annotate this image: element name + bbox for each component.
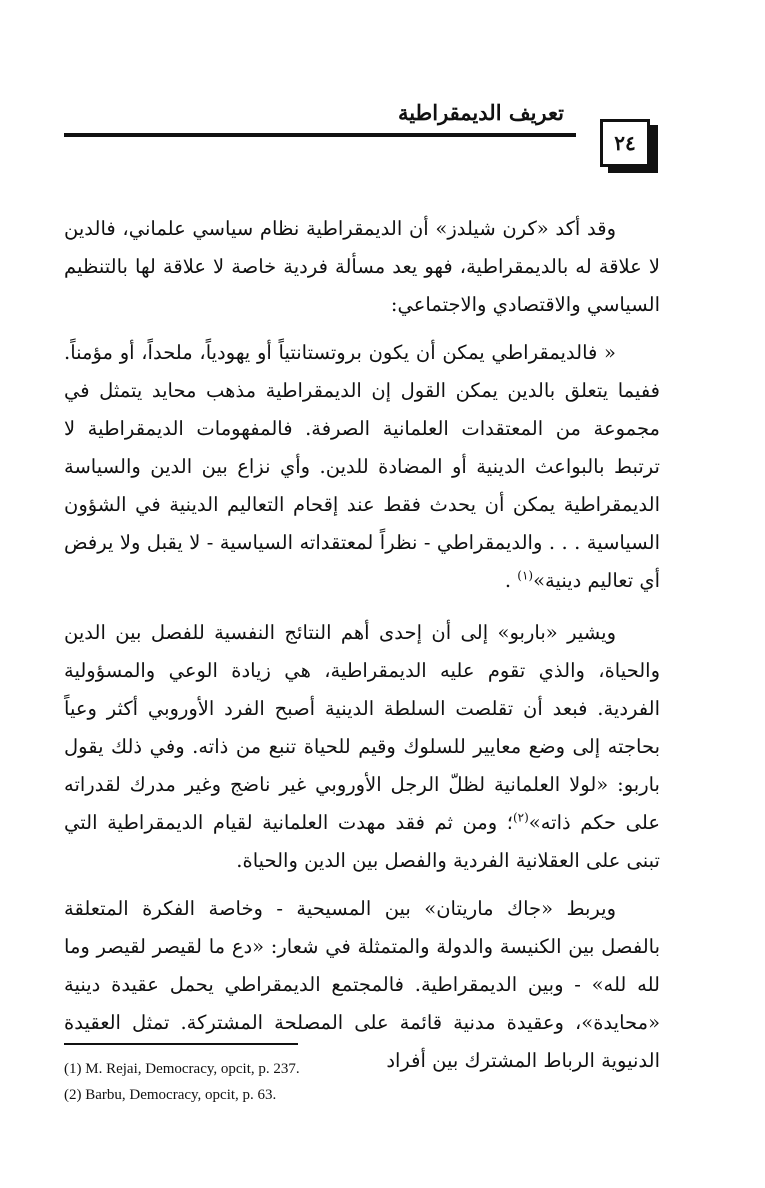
paragraph-2-text: « فالديمقراطي يمكن أن يكون بروتستانتياً أو يهودياً، ملحداً، أو مؤمناً. ففيما يتعلق بالدين يمكن القول إن الديمقراطية مذهب محايد يتمثل في مجموعة من المعتقدات العلمانية الصرفة. فالمفهومات الديمقراطية لا ترتبط بالبواعث الدينية أو المضادة للدين. وأي نزاع بين الدين والسياسة الديمقراطية يمكن أن يحدث فقط عند إقحام التعاليم الدينية في الشؤون السياسية . . . والديمقراطي - نظراً لمعتقداته السياسية - لا يقبل ولا يرفض أي تعاليم دينية» (64, 341, 660, 592)
paragraph-3-text: ويشير «باربو» إلى أن إحدى أهم النتائج النفسية للفصل بين الدين والحياة، والذي تقوم عليه الديمقراطية، هي زيادة الوعي والمسؤولية الفردية. فبعد أن تقلصت السلطة الدينية أصبح الفرد الأوروبي أكثر وعياً بحاجته إلى وضع معايير للسلوك وقيم للحياة تنبع من ذاته. وفي ذلك يقول باربو: «لولا العلمانية لظلّ الرجل الأوروبي غير ناضج وغير مدرك لقدراته على حكم ذاته» (64, 621, 660, 834)
footnote-rule (64, 1043, 298, 1045)
paragraph-1 (64, 210, 660, 324)
page-number: ٢٤ (600, 119, 650, 167)
paragraph-1-text: وقد أكد «كرن شيلدز» أن الديمقراطية نظام سياسي علماني، فالدين لا علاقة له بالديمقراطية، فهو يعد مسألة فردية خاصة لا علاقة لها بالتنظيم السياسي والاقتصادي والاجتماعي: (64, 217, 660, 316)
footnote-2: (2) Barbu, Democracy, opcit, p. 63. (64, 1087, 277, 1103)
header-rule (64, 133, 576, 137)
footnote-mark-1: (١) (517, 568, 534, 583)
paragraph-3-continuation: ؛ ومن ثم فقد مهدت العلمانية لقيام الديمقراطية التي تبنى على العقلانية الفردية والفصل بين الدين والحياة. (64, 811, 660, 872)
paragraph-4-text: ويربط «جاك ماريتان» بين المسيحية - وخاصة الفكرة المتعلقة بالفصل بين الكنيسة والدولة والمتمثلة في شعار: «دع ما لقيصر لقيصر وما لله لله» - وبين الديمقراطية. فالمجتمع الديمقراطي يحمل عقيدة دينية «محايدة»، وعقيدة مدنية قائمة على المصلحة المشتركة. تمثل العقيدة الدنيوية الرباط المشترك بين أفراد (64, 897, 660, 1072)
footnotes (64, 1056, 664, 1108)
footnote-1: (1) M. Rejai, Democracy, opcit, p. 237. (64, 1061, 300, 1077)
paragraph-2-quote: « فالديمقراطي يمكن أن يكون بروتستانتياً أو يهودياً، ملحداً، أو مؤمناً. ففيما يتعلق بالدين يمكن القول إن الديمقراطية مذهب محايد يتمثل في مجموعة من المعتقدات العلمانية الصرفة. فالمفهومات الديمقراطية لا ترتبط بالبواعث الدينية أو المضادة للدين. وأي نزاع بين الدين والسياسة الديمقراطية يمكن أن يحدث فقط عند إقحام التعاليم الدينية في الشؤون السياسية . . . والديمقراطي - نظراً لمعتقداته السياسية - لا يقبل ولا يرفض أي تعاليم دينية»$^{(١)}$ . (64, 341, 660, 592)
body-text (64, 210, 660, 1090)
paragraph-4 (64, 890, 660, 1080)
running-title: تعريف الديمقراطية (397, 100, 564, 125)
page-header (64, 94, 660, 174)
footnote-mark-2: (٢) (512, 810, 529, 825)
paragraph-3 (64, 614, 660, 880)
